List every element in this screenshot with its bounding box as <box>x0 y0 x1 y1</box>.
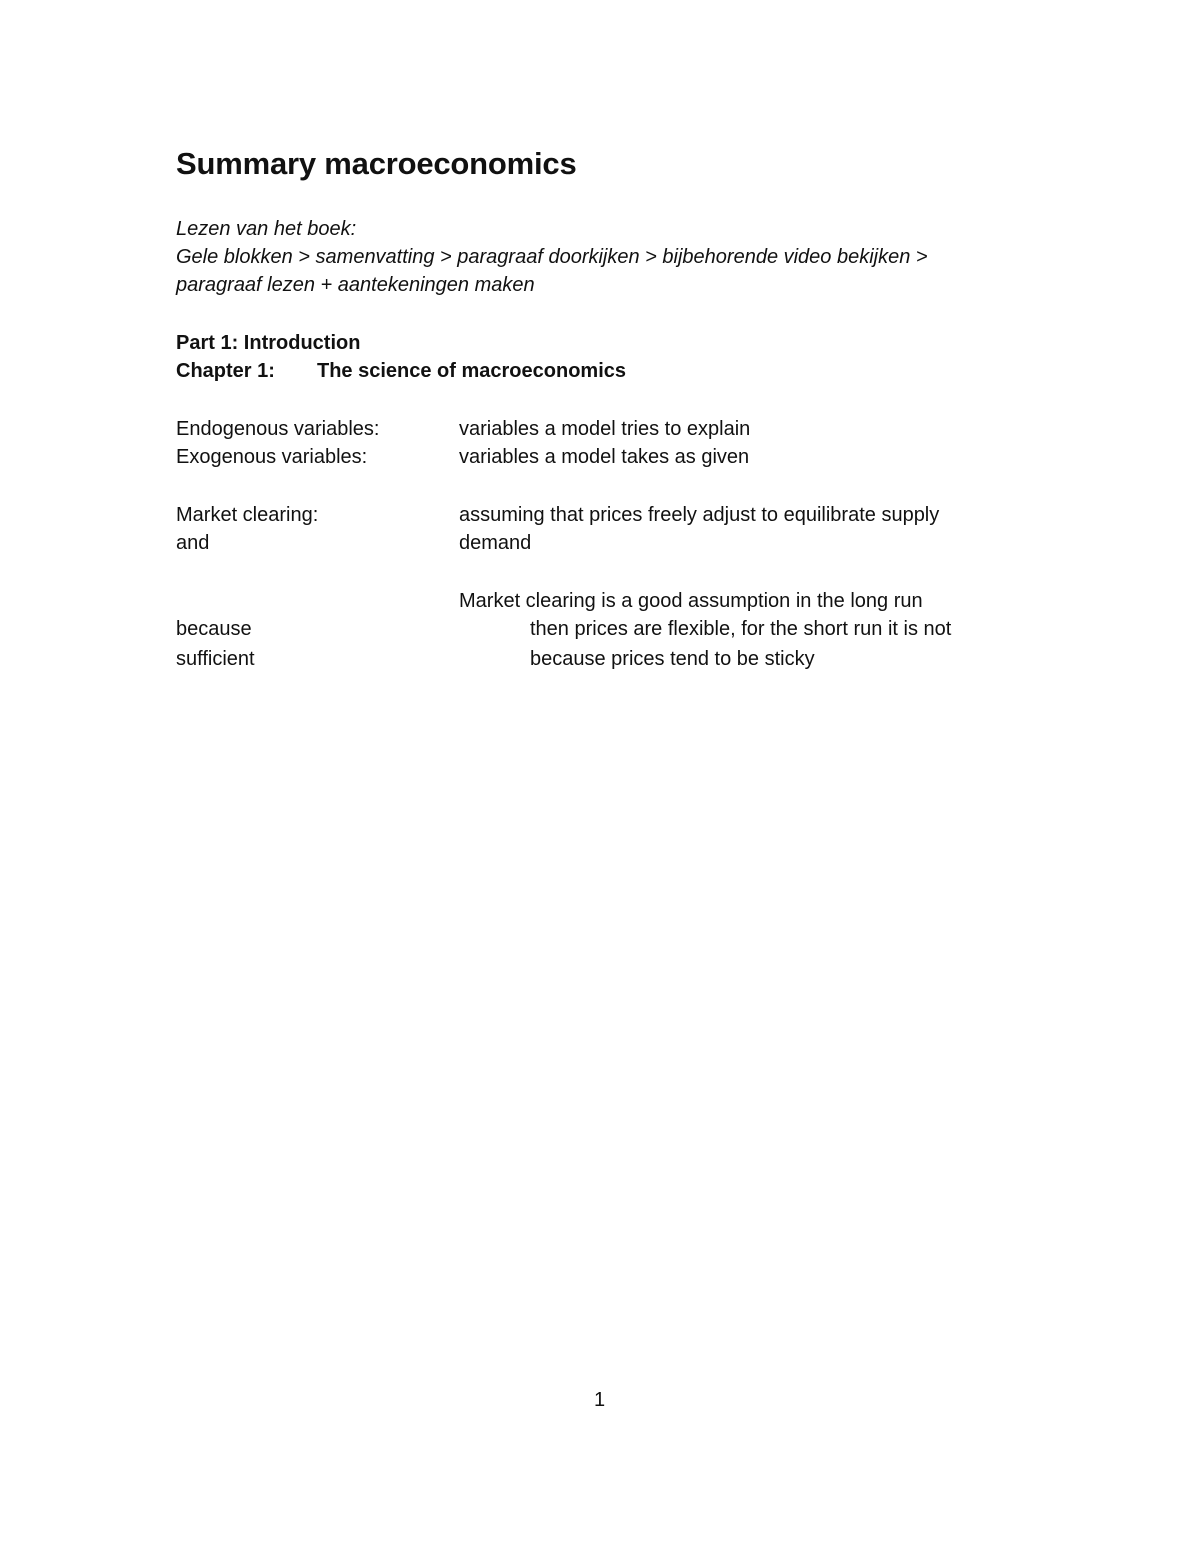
market-clearing-overflow-word: and <box>176 532 210 554</box>
document-title: Summary macroeconomics <box>176 146 577 181</box>
part-heading: Part 1: Introduction <box>176 332 361 354</box>
reading-steps-line-1: Gele blokken > samenvatting > paragraaf doorkijken > bijbehorende video bekijken > <box>176 246 928 268</box>
exogenous-definition: variables a model takes as given <box>459 446 750 468</box>
exogenous-term: Exogenous variables: <box>176 446 368 468</box>
market-clearing-definition-line-1: assuming that prices freely adjust to equilibrate supply <box>459 504 940 526</box>
chapter-title: The science of macroeconomics <box>317 360 627 382</box>
note-left-line-3: sufficient <box>176 648 255 670</box>
market-clearing-definition-line-2: demand <box>459 532 532 554</box>
note-right-line-2: then prices are flexible, for the short run it is not <box>530 618 952 640</box>
chapter-label: Chapter 1: <box>176 360 275 382</box>
reading-heading: Lezen van het boek: <box>176 218 357 240</box>
endogenous-term: Endogenous variables: <box>176 418 380 440</box>
note-line-1: Market clearing is a good assumption in the long run <box>459 590 923 612</box>
note-right-line-3: because prices tend to be sticky <box>530 648 815 670</box>
note-left-line-2: because <box>176 618 252 640</box>
page-number: 1 <box>594 1389 606 1411</box>
market-clearing-term: Market clearing: <box>176 504 319 526</box>
endogenous-definition: variables a model tries to explain <box>459 418 751 440</box>
reading-steps-line-2: paragraaf lezen + aantekeningen maken <box>176 274 535 296</box>
